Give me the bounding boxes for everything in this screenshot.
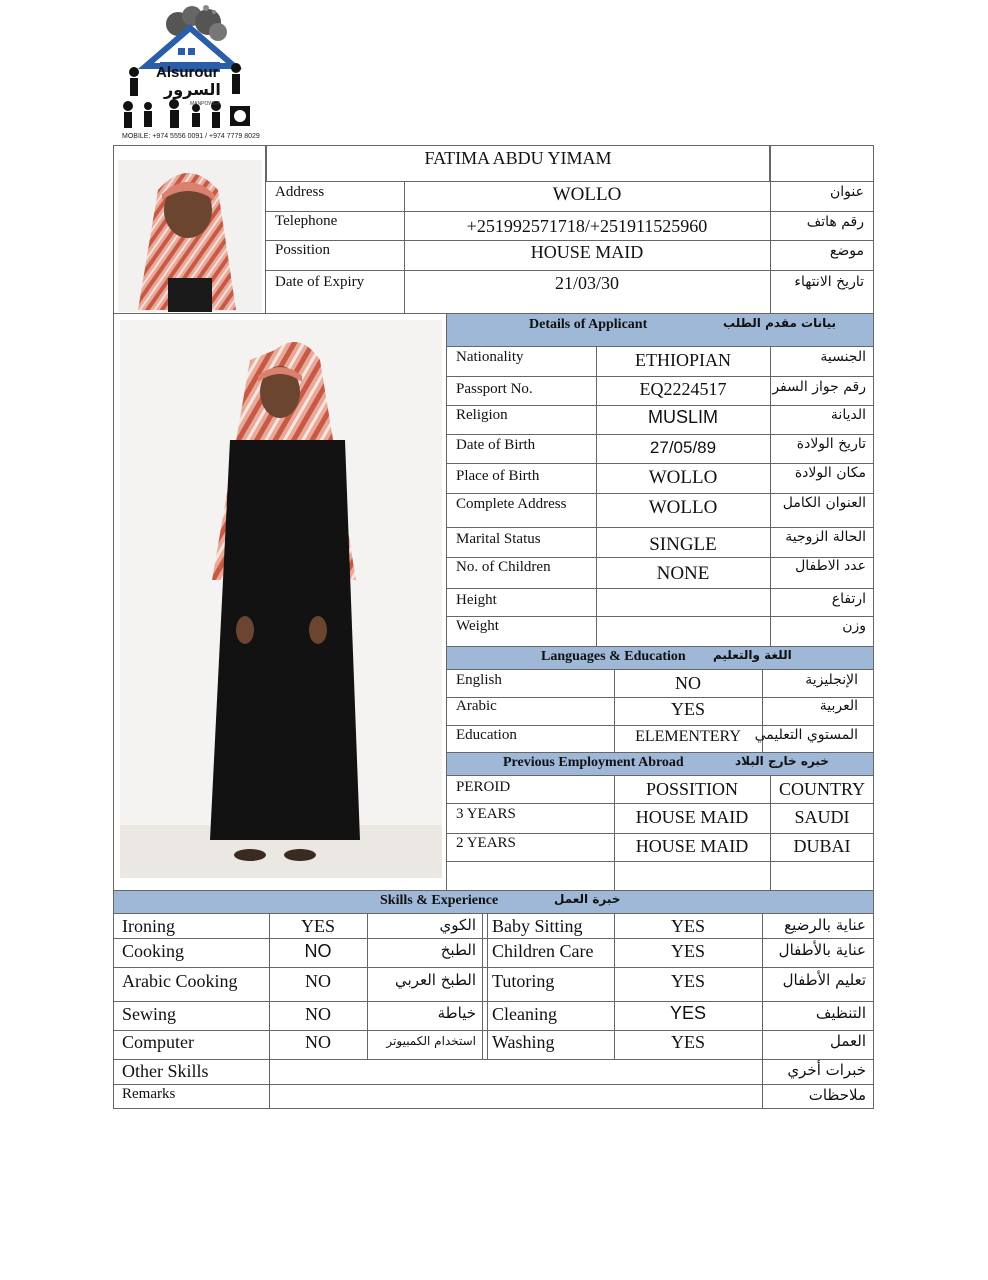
skill-value: YES — [670, 916, 705, 936]
dob-label: Date of Birth — [456, 437, 536, 453]
other-skills-label: Other Skills — [122, 1061, 209, 1081]
education-value: ELEMENTERY — [635, 728, 741, 745]
complete-address-label-ar: العنوان الكامل — [782, 495, 866, 511]
skill-label-ar: التنظيف — [815, 1004, 866, 1022]
languages-title: Languages & Education — [541, 649, 686, 664]
skill-label: Washing — [492, 1032, 555, 1052]
logo-mobile: MOBILE: +974 5556 0091 / +974 7779 8029 — [122, 133, 260, 140]
skill-label-ar: الطبخ العربي — [395, 971, 476, 989]
employment-position: HOUSE MAID — [635, 807, 749, 827]
expiry-label: Date of Expiry — [275, 274, 365, 290]
position-value: HOUSE MAID — [530, 242, 644, 262]
details-header — [446, 313, 874, 347]
children-label-ar: عدد الاطفال — [795, 558, 866, 574]
children-value: NONE — [656, 563, 710, 584]
logo-tagline: MANPOWER — [190, 101, 220, 107]
skill-value: YES — [669, 1003, 707, 1023]
position-header: POSSITION — [645, 779, 738, 799]
arabic-value: YES — [670, 699, 705, 719]
religion-value: MUSLIM — [647, 407, 718, 427]
employment-country: SAUDI — [794, 807, 850, 827]
telephone-label-ar: رقم هاتف — [806, 214, 864, 230]
passport-label-ar: رقم جواز السفر — [772, 379, 866, 395]
skill-value: YES — [670, 971, 705, 991]
skill-value: YES — [670, 1032, 705, 1052]
skills-title-ar: خبرة العمل — [554, 892, 621, 906]
country-header: COUNTRY — [778, 779, 865, 799]
place-of-birth-label-ar: مكان الولادة — [794, 465, 866, 481]
religion-label-ar: الديانة — [830, 407, 866, 423]
skill-label: Children Care — [492, 941, 594, 961]
employment-period: 2 YEARS — [456, 835, 516, 851]
passport-label: Passport No. — [456, 381, 533, 397]
skill-value: NO — [305, 971, 331, 991]
skill-label-ar: تعليم الأطفال — [782, 971, 866, 989]
skill-label-ar: خياطة — [437, 1004, 476, 1022]
skill-label-ar: الطبخ — [440, 941, 476, 959]
marital-status-label: Marital Status — [456, 531, 541, 547]
address-label: Address — [275, 184, 325, 200]
expiry-value: 21/03/30 — [554, 273, 619, 293]
applicant-name: FATIMA ABDU YIMAM — [424, 148, 612, 168]
dob-label-ar: تاريخ الولادة — [796, 436, 866, 452]
passport-value: EQ2224517 — [639, 379, 727, 399]
skill-label-ar: عناية بالأطفال — [778, 941, 866, 959]
employment-period: 3 YEARS — [456, 806, 516, 822]
height-label: Height — [456, 592, 497, 608]
skill-value: NO — [305, 1004, 331, 1024]
education-label: Education — [456, 727, 517, 743]
headshot-photo — [118, 160, 262, 312]
skill-label-ar: العمل — [829, 1032, 866, 1050]
details-title: Details of Applicant — [529, 317, 648, 332]
weight-label: Weight — [456, 618, 499, 634]
skill-label: Cooking — [122, 941, 185, 961]
height-label-ar: ارتفاع — [831, 591, 866, 607]
religion-label: Religion — [456, 407, 508, 423]
languages-title-ar: اللغة والتعليم — [713, 648, 792, 662]
arabic-label-ar: العربية — [819, 698, 858, 714]
details-title-ar: بيانات مقدم الطلب — [723, 316, 837, 330]
remarks-label: Remarks — [122, 1086, 176, 1102]
education-label-ar: المستوي التعليمي — [754, 727, 858, 743]
telephone-value: +251992571718/+251911525960 — [466, 216, 708, 236]
address-label-ar: عنوان — [830, 184, 864, 200]
place-of-birth-value: WOLLO — [648, 467, 718, 488]
nationality-label: Nationality — [456, 349, 524, 365]
employment-title-ar: خبره خارج البلاد — [735, 754, 829, 768]
skill-value: NO — [304, 941, 332, 961]
english-value: NO — [675, 673, 701, 693]
telephone-label: Telephone — [275, 213, 338, 229]
languages-header — [446, 646, 874, 670]
skill-label: Tutoring — [492, 971, 555, 991]
logo-brand-arabic: السرور — [164, 80, 221, 99]
name-side-cell — [770, 145, 874, 182]
complete-address-label: Complete Address — [456, 496, 567, 512]
skill-value: YES — [300, 916, 335, 936]
employment-position: HOUSE MAID — [635, 836, 749, 856]
address-value: WOLLO — [552, 184, 622, 205]
skill-label: Arabic Cooking — [122, 971, 238, 991]
skill-label: Baby Sitting — [492, 916, 583, 936]
nationality-label-ar: الجنسية — [820, 349, 866, 365]
skill-value: YES — [670, 941, 705, 961]
skill-label-ar: عناية بالرضيع — [784, 916, 866, 934]
skill-label: Sewing — [122, 1004, 176, 1024]
skill-label-ar: استخدام الكمبيوتر — [386, 1034, 476, 1048]
skill-value: NO — [305, 1032, 331, 1052]
nationality-value: ETHIOPIAN — [635, 350, 731, 370]
position-label-ar: موضع — [829, 243, 864, 259]
skills-title: Skills & Experience — [380, 893, 499, 908]
english-label-ar: الإنجليزية — [805, 672, 858, 688]
skills-header — [113, 890, 874, 914]
remarks-label-ar: ملاحظات — [808, 1086, 866, 1104]
employment-header — [446, 752, 874, 776]
company-logo — [118, 2, 288, 144]
expiry-label-ar: تاريخ الانتهاء — [794, 274, 864, 290]
children-label: No. of Children — [456, 559, 551, 575]
place-of-birth-label: Place of Birth — [456, 468, 540, 484]
period-header: PEROID — [456, 779, 511, 795]
employment-title: Previous Employment Abroad — [503, 755, 684, 770]
dob-value: 27/05/89 — [649, 438, 717, 457]
skill-label-ar: الكوي — [439, 916, 476, 934]
skill-label: Ironing — [122, 916, 175, 936]
arabic-label: Arabic — [456, 698, 497, 714]
marital-status-value: SINGLE — [649, 534, 717, 555]
position-label: Possition — [275, 242, 331, 258]
complete-address-value: WOLLO — [648, 497, 718, 518]
english-label: English — [456, 672, 502, 688]
other-skills-label-ar: خبرات أخري — [787, 1061, 866, 1079]
marital-status-label-ar: الحالة الزوجية — [785, 529, 866, 545]
skill-label: Cleaning — [492, 1004, 557, 1024]
logo-brand-latin: Alsurour — [156, 64, 219, 81]
employment-country: DUBAI — [793, 836, 851, 856]
full-body-photo — [120, 320, 442, 878]
skill-label: Computer — [122, 1032, 194, 1052]
weight-label-ar: وزن — [842, 618, 866, 634]
